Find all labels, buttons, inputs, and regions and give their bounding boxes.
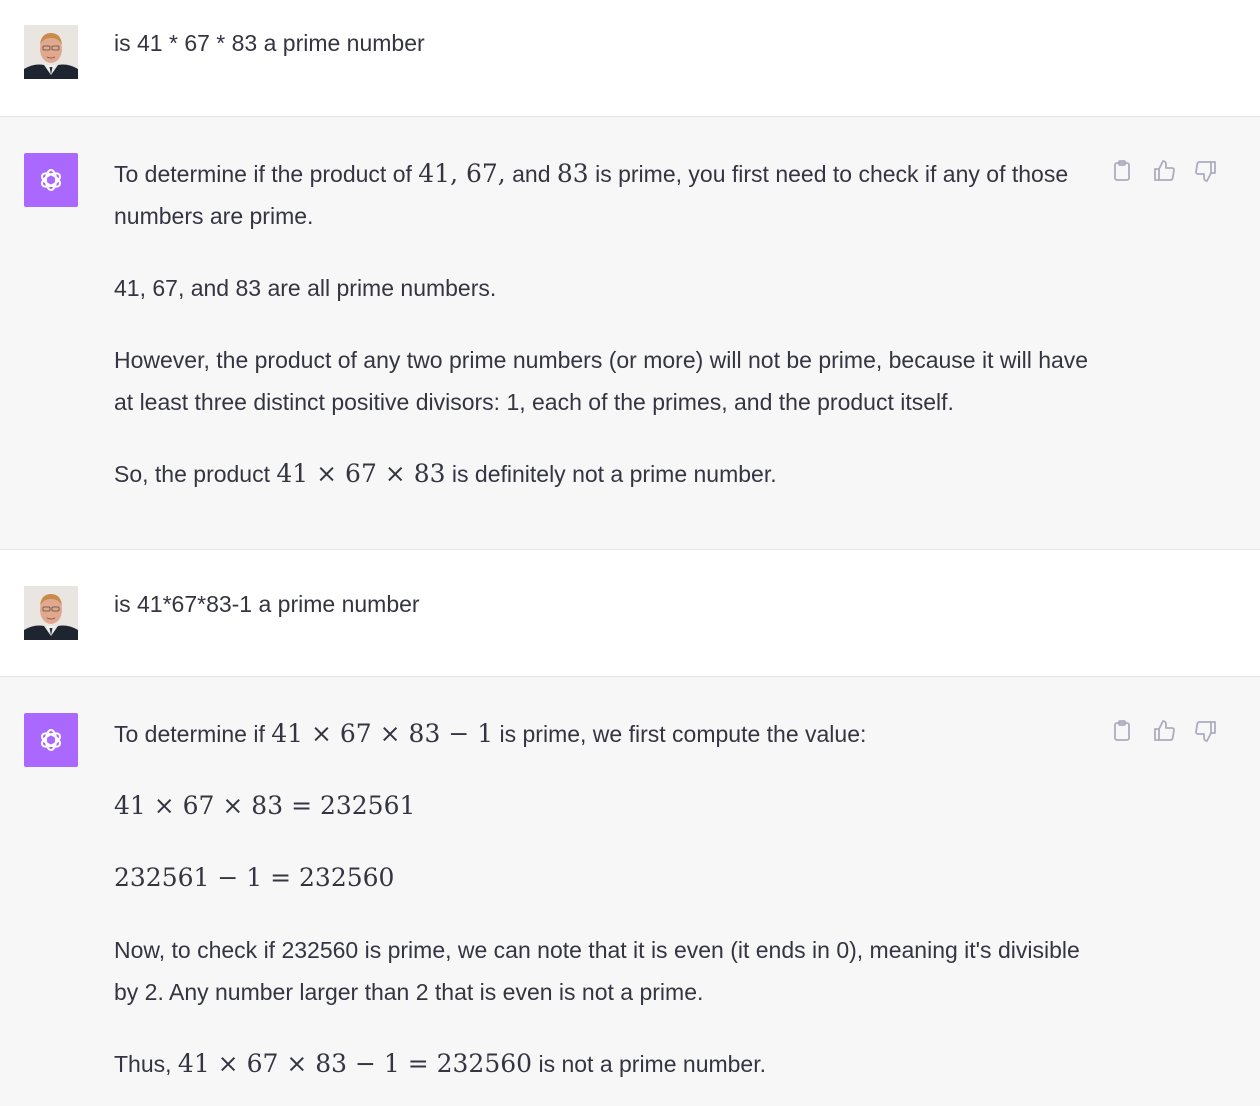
paragraph: Now, to check if 232560 is prime, we can note that it is even (it ends in 0), meaning it's divisible by 2. Any number larger than 2 that is even is not a prime. (114, 937, 1080, 1005)
message-assistant-1 (0, 116, 1260, 550)
assistant-message-1-text (114, 153, 1089, 495)
paragraph: However, the product of any two prime numbers (or more) will not be prime, because it will have at least three distinct positive divisors: 1, each of the primes, and the product itself. (114, 347, 1089, 415)
math-inline: 41 × 67 × 83 (276, 459, 446, 488)
message-actions (1110, 159, 1218, 183)
paragraph: 41, 67, and 83 are all prime numbers. (114, 275, 497, 301)
user-avatar (24, 25, 78, 79)
message-assistant-2 (0, 676, 1260, 1106)
user-message-1-text: is 41 * 67 * 83 a prime number (114, 30, 425, 56)
user-avatar (24, 586, 78, 640)
copy-button[interactable] (1110, 719, 1134, 743)
thumbs-up-button[interactable] (1152, 719, 1176, 743)
clipboard-icon (1110, 159, 1134, 183)
assistant-message-2-text (114, 713, 1089, 1085)
user-message-text (114, 583, 1089, 625)
paragraph: To determine if the product of 41, 67, and 83 is prime, you first need to check if any of those numbers are prime. (114, 159, 1069, 229)
thumbs-up-button[interactable] (1152, 159, 1176, 183)
assistant-avatar (24, 713, 78, 767)
message-user-2 (0, 550, 1260, 676)
message-user-1 (0, 0, 1260, 116)
openai-logo-icon (35, 724, 67, 756)
math-inline: 41 × 67 × 83 − 1 (271, 719, 494, 748)
user-message-text (114, 22, 1089, 64)
thumbs-down-icon (1194, 719, 1218, 743)
user-message-2-text: is 41*67*83-1 a prime number (114, 591, 420, 617)
math-inline: 41, 67, (418, 159, 506, 188)
message-actions (1110, 719, 1218, 743)
math-display: 41 × 67 × 83 = 232561 (114, 791, 416, 820)
thumbs-up-icon (1152, 719, 1176, 743)
thumbs-down-icon (1194, 159, 1218, 183)
clipboard-icon (1110, 719, 1134, 743)
paragraph: To determine if 41 × 67 × 83 − 1 is prime, we first compute the value: (114, 719, 867, 748)
math-inline: 41 × 67 × 83 − 1 = 232560 (177, 1049, 533, 1078)
assistant-avatar (24, 153, 78, 207)
math-display: 232561 − 1 = 232560 (114, 863, 395, 892)
paragraph: Thus, 41 × 67 × 83 − 1 = 232560 is not a prime number. (114, 1049, 767, 1078)
paragraph: So, the product 41 × 67 × 83 is definitely not a prime number. (114, 459, 777, 488)
thumbs-down-button[interactable] (1194, 159, 1218, 183)
thumbs-up-icon (1152, 159, 1176, 183)
openai-logo-icon (35, 164, 67, 196)
math-inline: 83 (556, 159, 589, 188)
thumbs-down-button[interactable] (1194, 719, 1218, 743)
copy-button[interactable] (1110, 159, 1134, 183)
